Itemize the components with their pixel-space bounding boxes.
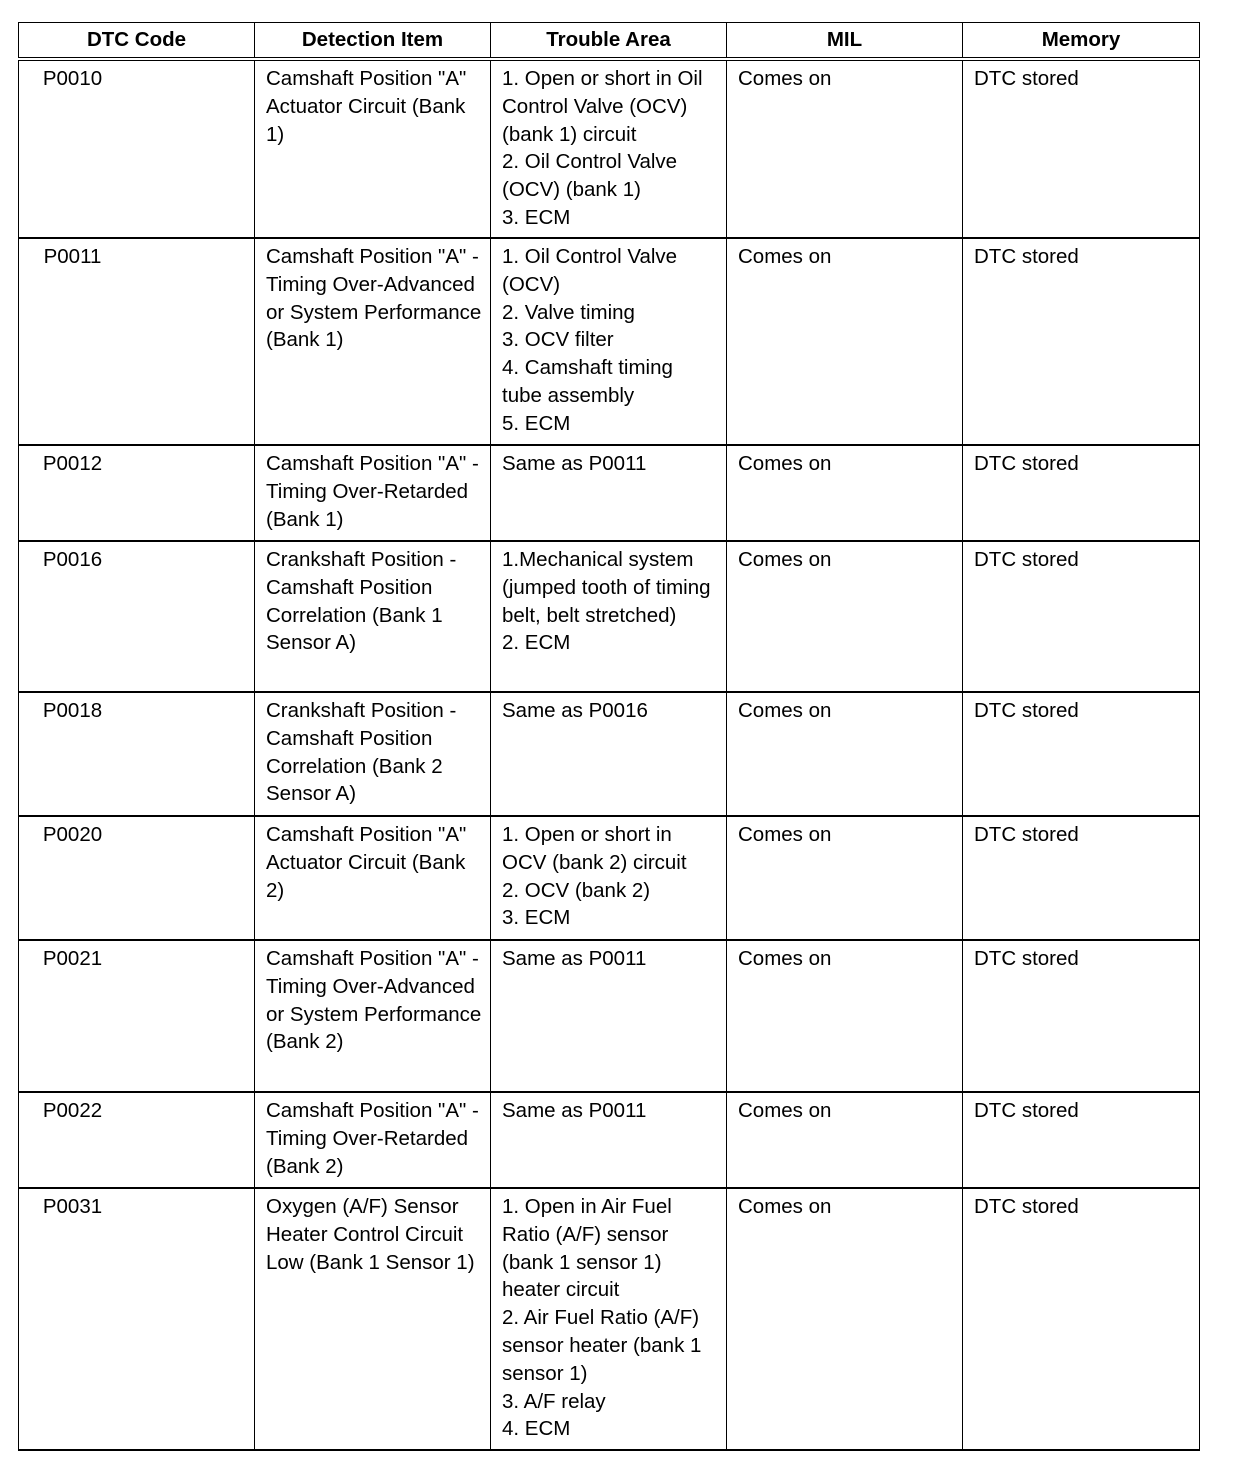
mil-cell: Comes on — [727, 541, 963, 692]
dtc-code: P0012 — [42, 452, 103, 475]
detection-item-cell: Camshaft Position "A" - Timing Over-Advanced or System Performance (Bank 2) — [255, 940, 491, 1092]
dtc-code-cell — [19, 1188, 255, 1450]
trouble-area-cell: 1. Open or short in OCV (bank 2) circuit 2. OCV (bank 2) 3. ECM — [491, 816, 727, 940]
table-row — [19, 1092, 1200, 1188]
mil-cell: Comes on — [727, 59, 963, 238]
dtc-code: P0031 — [42, 1195, 103, 1218]
memory-cell: DTC stored — [963, 541, 1200, 692]
detection-item-cell: Camshaft Position "A" - Timing Over-Retarded (Bank 2) — [255, 1092, 491, 1188]
trouble-area-cell: Same as P0011 — [491, 1092, 727, 1188]
dtc-code: P0018 — [42, 699, 103, 722]
detection-item-cell: Camshaft Position "A" Actuator Circuit (Bank 2) — [255, 816, 491, 940]
dtc-code-cell — [19, 238, 255, 445]
table-row — [19, 59, 1200, 238]
memory-cell: DTC stored — [963, 1188, 1200, 1450]
table-row — [19, 816, 1200, 940]
trouble-area-cell: 1. Open or short in Oil Control Valve (OCV) (bank 1) circuit 2. Oil Control Valve (OCV) (bank 1) 3. ECM — [491, 59, 727, 238]
detection-item-cell: Oxygen (A/F) Sensor Heater Control Circuit Low (Bank 1 Sensor 1) — [255, 1188, 491, 1450]
dtc-code-cell — [19, 692, 255, 816]
dtc-code-cell — [19, 816, 255, 940]
mil-cell: Comes on — [727, 692, 963, 816]
dtc-code: P0021 — [42, 947, 103, 970]
memory-cell: DTC stored — [963, 1092, 1200, 1188]
table-row — [19, 238, 1200, 445]
trouble-area-cell: Same as P0011 — [491, 445, 727, 541]
memory-cell: DTC stored — [963, 940, 1200, 1092]
trouble-area-cell: Same as P0016 — [491, 692, 727, 816]
table-row — [19, 940, 1200, 1092]
mil-cell: Comes on — [727, 816, 963, 940]
dtc-code: P0022 — [42, 1099, 103, 1122]
header-trouble-area: Trouble Area — [491, 23, 727, 60]
dtc-code-cell — [19, 541, 255, 692]
detection-item-cell: Crankshaft Position - Camshaft Position Correlation (Bank 1 Sensor A) — [255, 541, 491, 692]
memory-cell: DTC stored — [963, 816, 1200, 940]
mil-cell: Comes on — [727, 1188, 963, 1450]
mil-cell: Comes on — [727, 940, 963, 1092]
header-detection-item: Detection Item — [255, 23, 491, 60]
dtc-code-cell — [19, 940, 255, 1092]
table-row — [19, 1188, 1200, 1450]
mil-cell: Comes on — [727, 445, 963, 541]
memory-cell: DTC stored — [963, 238, 1200, 445]
mil-cell: Comes on — [727, 238, 963, 445]
memory-cell: DTC stored — [963, 59, 1200, 238]
detection-item-cell: Camshaft Position "A" - Timing Over-Retarded (Bank 1) — [255, 445, 491, 541]
memory-cell: DTC stored — [963, 692, 1200, 816]
trouble-area-cell: 1. Oil Control Valve (OCV) 2. Valve timing 3. OCV filter 4. Camshaft timing tube assembly 5. ECM — [491, 238, 727, 445]
header-dtc-code: DTC Code — [19, 23, 255, 60]
table-row — [19, 541, 1200, 692]
table-row — [19, 445, 1200, 541]
dtc-code: P0011 — [43, 245, 102, 268]
header-memory: Memory — [963, 23, 1200, 60]
detection-item-cell: Camshaft Position "A" - Timing Over-Advanced or System Performance (Bank 1) — [255, 238, 491, 445]
memory-cell: DTC stored — [963, 445, 1200, 541]
detection-item-cell: Crankshaft Position - Camshaft Position Correlation (Bank 2 Sensor A) — [255, 692, 491, 816]
dtc-code: P0020 — [42, 823, 103, 846]
dtc-code-cell — [19, 59, 255, 238]
dtc-code-cell — [19, 445, 255, 541]
table-row — [19, 692, 1200, 816]
trouble-area-cell: Same as P0011 — [491, 940, 727, 1092]
dtc-code: P0010 — [42, 67, 103, 90]
dtc-code-cell — [19, 1092, 255, 1188]
detection-item-cell: Camshaft Position "A" Actuator Circuit (Bank 1) — [255, 59, 491, 238]
table-header-row — [19, 23, 1200, 60]
mil-cell: Comes on — [727, 1092, 963, 1188]
header-mil: MIL — [727, 23, 963, 60]
dtc-table — [18, 22, 1200, 1451]
dtc-code: P0016 — [42, 548, 103, 571]
trouble-area-cell: 1.Mechanical system (jumped tooth of timing belt, belt stretched) 2. ECM — [491, 541, 727, 692]
trouble-area-cell: 1. Open in Air Fuel Ratio (A/F) sensor (bank 1 sensor 1) heater circuit 2. Air Fuel Ratio (A/F) sensor heater (bank 1 sensor 1) 3. A/F relay 4. ECM — [491, 1188, 727, 1450]
